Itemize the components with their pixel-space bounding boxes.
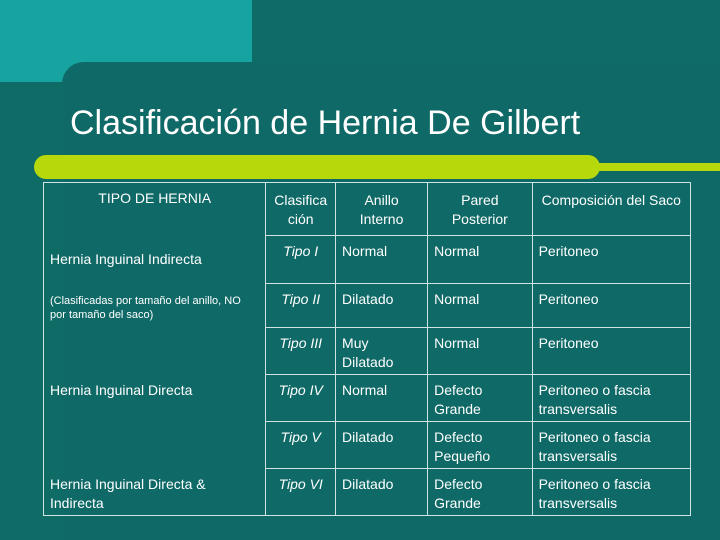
hernia-type-empty (44, 422, 266, 469)
cell-saco: Peritoneo o fascia transversalis (532, 469, 690, 516)
header-composicion-saco: Composición del Saco (532, 183, 690, 236)
cell-tipo: Tipo V (266, 422, 336, 469)
cell-pared: Normal (428, 284, 532, 328)
header-clasificacion: Clasifica ción (266, 183, 336, 236)
cell-anillo: Muy Dilatado (336, 328, 428, 375)
table-row (44, 284, 691, 328)
cell-anillo: Dilatado (336, 422, 428, 469)
cell-tipo: Tipo VI (266, 469, 336, 516)
cell-tipo: Tipo I (266, 236, 336, 284)
accent-bar-tail (596, 163, 720, 171)
hernia-type-directa: Hernia Inguinal Directa (44, 375, 266, 422)
cell-saco: Peritoneo (532, 284, 690, 328)
table-row (44, 469, 691, 516)
cell-anillo: Normal (336, 375, 428, 422)
hernia-type-indirecta: Hernia Inguinal Indirecta (44, 236, 266, 284)
cell-pared: Defecto Pequeño (428, 422, 532, 469)
cell-anillo: Dilatado (336, 284, 428, 328)
table-row (44, 328, 691, 375)
table-row (44, 236, 691, 284)
cell-saco: Peritoneo o fascia transversalis (532, 375, 690, 422)
cell-anillo: Normal (336, 236, 428, 284)
cell-tipo: Tipo III (266, 328, 336, 375)
cell-tipo: Tipo IV (266, 375, 336, 422)
hernia-type-mixta: Hernia Inguinal Directa & Indirecta (44, 469, 266, 516)
cell-saco: Peritoneo (532, 328, 690, 375)
header-anillo-interno: Anillo Interno (336, 183, 428, 236)
header-pared-posterior: Pared Posterior (428, 183, 532, 236)
cell-pared: Normal (428, 328, 532, 375)
cell-saco: Peritoneo o fascia transversalis (532, 422, 690, 469)
cell-tipo: Tipo II (266, 284, 336, 328)
table-header-row (44, 183, 691, 236)
cell-pared: Defecto Grande (428, 375, 532, 422)
accent-bar (34, 155, 600, 179)
table-row (44, 422, 691, 469)
slide-title: Clasificación de Hernia De Gilbert (70, 104, 581, 142)
header-tipo-de-hernia: TIPO DE HERNIA (44, 183, 266, 236)
table-row (44, 375, 691, 422)
cell-pared: Defecto Grande (428, 469, 532, 516)
hernia-type-note-cell (44, 284, 266, 328)
hernia-type-empty (44, 328, 266, 375)
cell-pared: Normal (428, 236, 532, 284)
cell-saco: Peritoneo (532, 236, 690, 284)
cell-anillo: Dilatado (336, 469, 428, 516)
gilbert-classification-table (43, 182, 691, 516)
hernia-type-note: (Clasificadas por tamaño del anillo, NO por tamaño del saco) (50, 294, 241, 321)
